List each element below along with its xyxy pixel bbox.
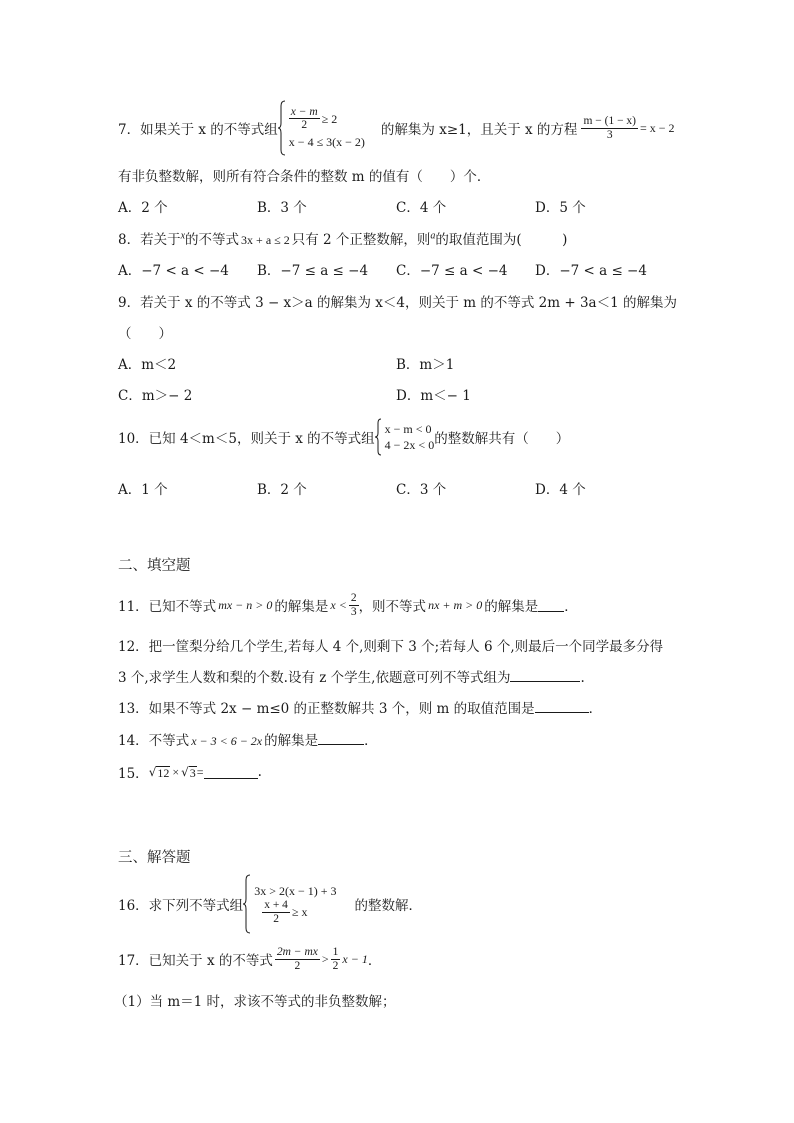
brace-icon	[375, 418, 382, 456]
q9-option-c: C．m＞− 2	[118, 388, 193, 404]
q10-option-c: C．3 个	[396, 482, 447, 498]
q8-ineq: 3x + a ≤ 2	[241, 233, 290, 247]
q11-line: 11．已知不等式 mx − n > 0 的解集是 x < $\frac{2}{3}$ ，则不等式 nx + m > 0 的解集是 ．	[118, 592, 578, 618]
q7-mid: 的解集为 x≥1，且关于 x 的方程	[380, 122, 578, 138]
q7-option-b: B．3 个	[257, 200, 307, 216]
q17-frac1: $\frac{2m - mx}{2}$	[276, 946, 318, 972]
q10-option-b: B．2 个	[257, 482, 307, 498]
q10-system: x − m < 0 4 − 2x < 0	[375, 418, 435, 456]
q14-line: 14．不等式 x − 3 < 6 − 2x 的解集是 ．	[118, 733, 378, 749]
q8-option-d: D．−7 < a ≤ −4	[535, 263, 647, 279]
q11-ineq1: mx − n > 0	[218, 597, 273, 612]
q15-answer-blank[interactable]	[204, 766, 258, 779]
q8-line: 8．若关于$^x$的不等式 3x + a ≤ 2 只有 2 个正整数解，则$^a$的取值范围为( )	[118, 230, 568, 248]
q9-line2: （ ）	[118, 326, 172, 342]
q7-eq-frac: $\frac{m - (1 - x)}{3}$	[583, 114, 637, 141]
q11-frac: $\frac{2}{3}$	[350, 592, 357, 618]
q16-frac: $\frac{x + 4}{2}$	[264, 898, 288, 925]
q9-line1: 9．若关于 x 的不等式 3 − x＞a 的解集为 x＜4，则关于 m 的不等式 2m + 3a＜1 的解集为	[118, 295, 677, 311]
q13-answer-blank[interactable]	[535, 700, 589, 713]
q7-sys-frac: $\frac{x - m}{2}$	[290, 105, 318, 132]
q7-system	[278, 100, 365, 156]
q13-line: 13．如果不等式 2x − m≤0 的正整数解共 3 个，则 m 的取值范围是 ．	[118, 701, 603, 717]
q9-option-a: A．m＜2	[118, 357, 177, 373]
q10-option-d: D．4 个	[535, 482, 586, 498]
q7-sys-line2: x − 4 ≤ 3(x − 2)	[288, 135, 365, 150]
q11-ineq2: nx + m > 0	[428, 597, 483, 612]
q7-sys-rhs: ≥ 2	[321, 111, 338, 126]
q15-radicand-b: 3	[189, 765, 196, 780]
q11-xlt: x <	[330, 597, 347, 612]
q11-answer-blank[interactable]	[538, 599, 564, 612]
q15-radicand-a: 12	[157, 765, 170, 780]
q8-option-a: A．−7 < a < −4	[118, 263, 229, 279]
q14-ineq: x − 3 < 6 − 2x	[191, 734, 263, 748]
q7-option-d: D．5 个	[535, 200, 586, 216]
q16-system: 3x > 2(x − 1) + 3 $\frac{x + 4}{2}$ ≥ x	[243, 874, 336, 934]
brace-icon	[243, 874, 251, 934]
sqrt-icon: √	[181, 765, 189, 779]
q10-option-a: A．1 个	[118, 482, 168, 498]
q7-option-a: A．2 个	[118, 200, 168, 216]
sqrt-icon: √	[148, 765, 157, 779]
q17-frac2: $\frac{1}{2}$	[332, 946, 339, 972]
q8-x: x	[180, 230, 186, 242]
q17-line: 17．已知关于 x 的不等式 $\frac{2m - mx}{2}$ > $\frac{1}{2}$ x − 1 ．	[118, 946, 382, 972]
q17-sub1: （1）当 m＝1 时，求该不等式的非负整数解；	[114, 994, 396, 1010]
q12-answer-blank[interactable]	[510, 669, 580, 682]
q15-line: 15． √ 12 × √ 3 = .	[118, 764, 262, 782]
q9-option-b: B．m＞1	[396, 357, 455, 373]
q7-line2: 有非负整数解，则所有符合条件的整数 m 的值有（ ）个．	[118, 169, 491, 185]
section-fill-in-title: 二、填空题	[118, 558, 191, 574]
q12-line1: 12．把一筐梨分给几个学生,若每人 4 个,则剩下 3 个;若每人 6 个,则最后一个同学最多分得	[118, 639, 664, 655]
q12-line2: 3 个,求学生人数和梨的个数.设有 z 个学生,依题意可列不等式组为 .	[118, 670, 585, 686]
q8-a: a	[430, 230, 436, 242]
q9-option-d: D．m＜− 1	[396, 388, 471, 404]
q16-line: 16．求下列不等式组 3x > 2(x − 1) + 3 $\frac{x + 4}{2}$ ≥ x 的整数解．	[118, 874, 422, 934]
q14-answer-blank[interactable]	[318, 732, 364, 745]
q10-line: 10．已知 4＜m＜5，则关于 x 的不等式组 x − m < 0 4 − 2x < 0 的整数解共有（ ）	[118, 418, 569, 456]
q8-option-c: C．−7 ≤ a < −4	[396, 263, 508, 279]
q7-eq-rhs: = x − 2	[640, 120, 675, 135]
section-answer-title: 三、解答题	[118, 850, 191, 866]
q7-prefix: 7．如果关于 x 的不等式组	[118, 122, 278, 138]
q8-option-b: B．−7 ≤ a ≤ −4	[257, 263, 369, 279]
brace-icon	[278, 100, 286, 156]
q7-line1	[118, 100, 675, 156]
q7-option-c: C．4 个	[396, 200, 447, 216]
